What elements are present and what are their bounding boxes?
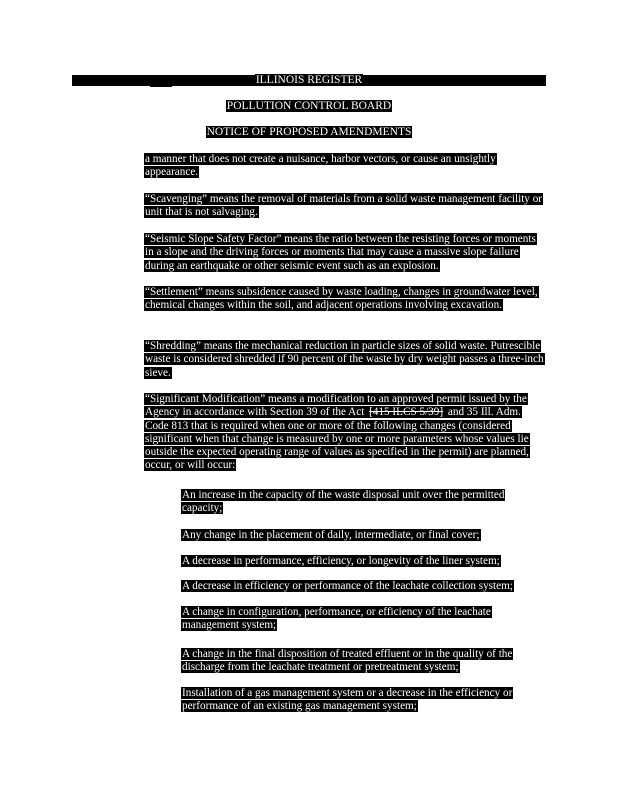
paragraph-seismic-slope: “Seismic Slope Safety Factor” means the ratio between the resisting forces or moments in a slope and the driving forces or moments that may cause a massive slope failure during an earthquake or other seismic event such as an explosion. [145,233,536,272]
paragraph-settlement: “Settlement” means subsidence caused by waste loading, changes in groundwater level, chemical changes within the soil, and adjacent operations involving excavation. [145,286,538,312]
notice-title: NOTICE OF PROPOSED AMENDMENTS [206,126,412,138]
list-item: Installation of a gas management system or a decrease in the efficiency or performance of an existing gas management system; [182,687,513,713]
paragraph-continuation: a manner that does not create a nuisance, harbor vectors, or cause an unsightly appearance. [145,153,496,179]
struck-citation: [415 ILCS 5/39] [369,406,444,419]
list-item: A decrease in performance, efficiency, or longevity of the liner system; [182,555,500,567]
paragraph-significant-modification: “Significant Modification” means a modification to an approved permit issued by the Agency in accordance with Section 39 of the Act [415 ILCS 5/39] and 35 Ill. Adm. Code 813 that is required when one or more of the following changes (considered significant when that change is measured by one or more parameters whose values lie outside the expected operating range of values as specified in the permit) are planned, occur, or will occur: [145,393,529,472]
list-item: A decrease in efficiency or performance of the leachate collection system; [182,580,513,592]
list-item: A change in the final disposition of treated effluent or in the quality of the discharge from the leachate treatment or pretreatment system; [182,648,513,674]
register-title: ILLINOIS REGISTER [255,74,363,86]
board-title: POLLUTION CONTROL BOARD [226,100,392,112]
list-item: A change in configuration, performance, or efficiency of the leachate management system; [182,606,491,632]
paragraph-scavenging: “Scavenging” means the removal of materials from a solid waste management facility or unit that is not salvaging. [145,193,543,219]
list-item: Any change in the placement of daily, intermediate, or final cover; [182,529,480,541]
list-item: An increase in the capacity of the waste disposal unit over the permitted capacity; [182,489,505,515]
paragraph-shredding: “Shredding” means the mechanical reduction in particle sizes of solid waste. Putrescible waste is considered shredded if 90 percent of the waste by dry weight passes a three-inch sieve. [145,340,544,379]
